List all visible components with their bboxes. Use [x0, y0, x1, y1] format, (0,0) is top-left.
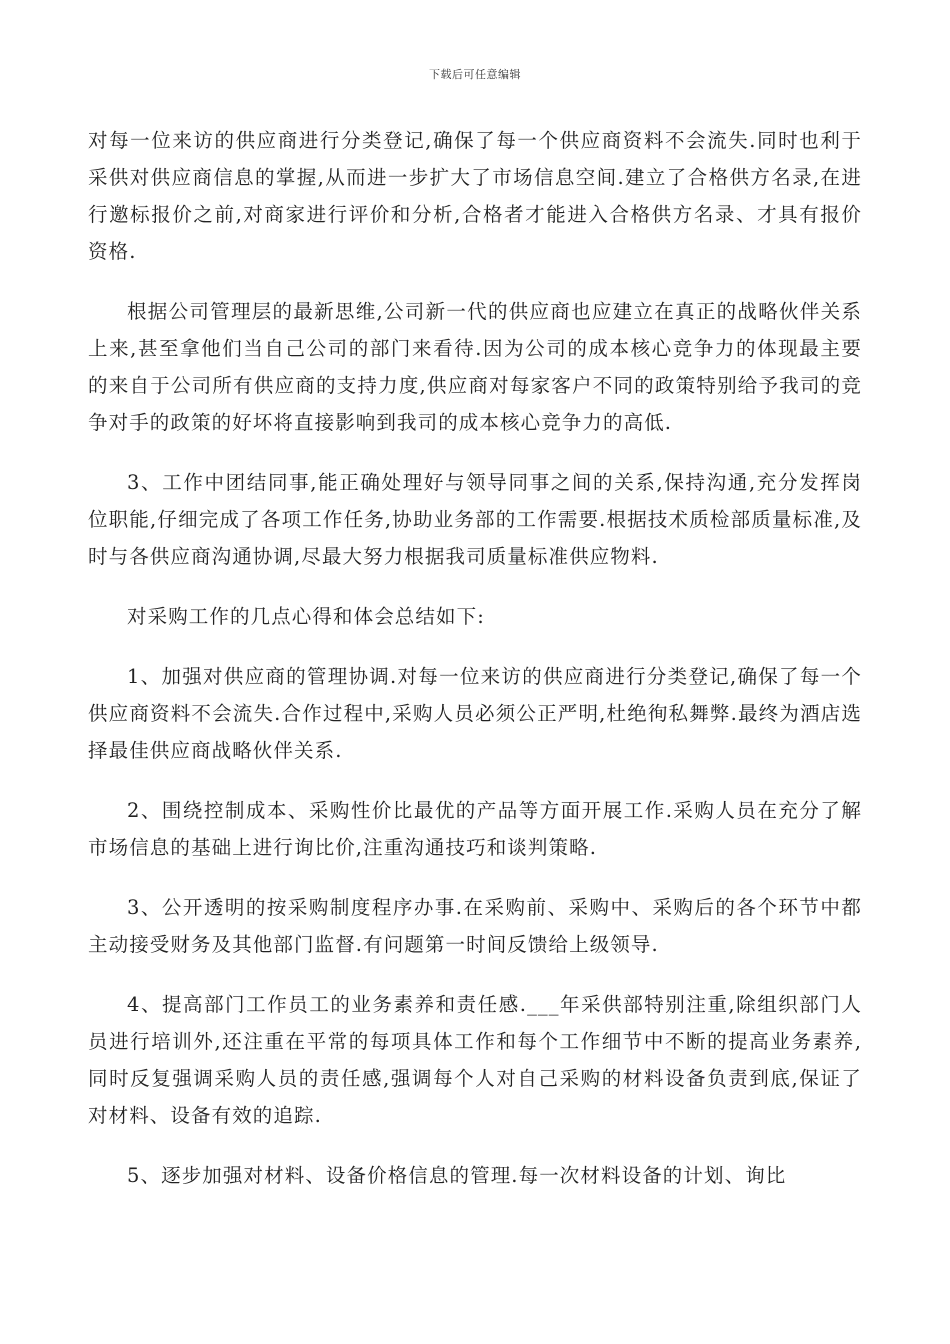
paragraph-item-4: 4、提高部门工作员工的业务素养和责任感.___年采供部特别注重,除组织部门人员进行培训外,还注重在平常的每项具体工作和每个工作细节中不断的提高业务素养,同时反复强调采购人员的责任感,强调每个人对自己采购的材料设备负责到底,保证了对材料、设备有效的追踪. — [88, 993, 862, 1127]
page-header: 下载后可任意编辑 — [429, 68, 521, 81]
paragraph-item-2: 2、围绕控制成本、采购性价比最优的产品等方面开展工作.采购人员在充分了解市场信息的基础上进行询比价,注重沟通技巧和谈判策略. — [88, 799, 862, 859]
paragraph-supplier-registration: 对每一位来访的供应商进行分类登记,确保了每一个供应商资料不会流失.同时也利于采供对供应商信息的掌握,从而进一步扩大了市场信息空间.建立了合格供方名录,在进行邀标报价之前,对商家进行评价和分析,合格者才能进入合格供方名录、才具有报价资格. — [88, 129, 862, 263]
paragraph-item-5: 5、逐步加强对材料、设备价格信息的管理.每一次材料设备的计划、询比 — [127, 1164, 787, 1187]
paragraph-strategic-partnership: 根据公司管理层的最新思维,公司新一代的供应商也应建立在真正的战略伙伴关系上来,甚至拿他们当自己公司的部门来看待.因为公司的成本核心竞争力的体现最主要的来自于公司所有供应商的支持力度,供应商对每家客户不同的政策特别给予我司的竞争对手的政策的好坏将直接影响到我司的成本核心竞争力的高低. — [88, 300, 862, 434]
document-body — [88, 122, 862, 1217]
paragraph-summary-intro: 对采购工作的几点心得和体会总结如下: — [127, 605, 485, 628]
paragraph-teamwork: 3、工作中团结同事,能正确处理好与领导同事之间的关系,保持沟通,充分发挥岗位职能,仔细完成了各项工作任务,协助业务部的工作需要.根据技术质检部质量标准,及时与各供应商沟通协调,尽最大努力根据我司质量标准供应物料. — [88, 471, 862, 568]
paragraph-item-3: 3、公开透明的按采购制度程序办事.在采购前、采购中、采购后的各个环节中都主动接受财务及其他部门监督.有问题第一时间反馈给上级领导. — [88, 896, 862, 956]
paragraph-item-1: 1、加强对供应商的管理协调.对每一位来访的供应商进行分类登记,确保了每一个供应商资料不会流失.合作过程中,采购人员必须公正严明,杜绝徇私舞弊.最终为酒店选择最佳供应商战略伙伴关系. — [88, 665, 862, 762]
